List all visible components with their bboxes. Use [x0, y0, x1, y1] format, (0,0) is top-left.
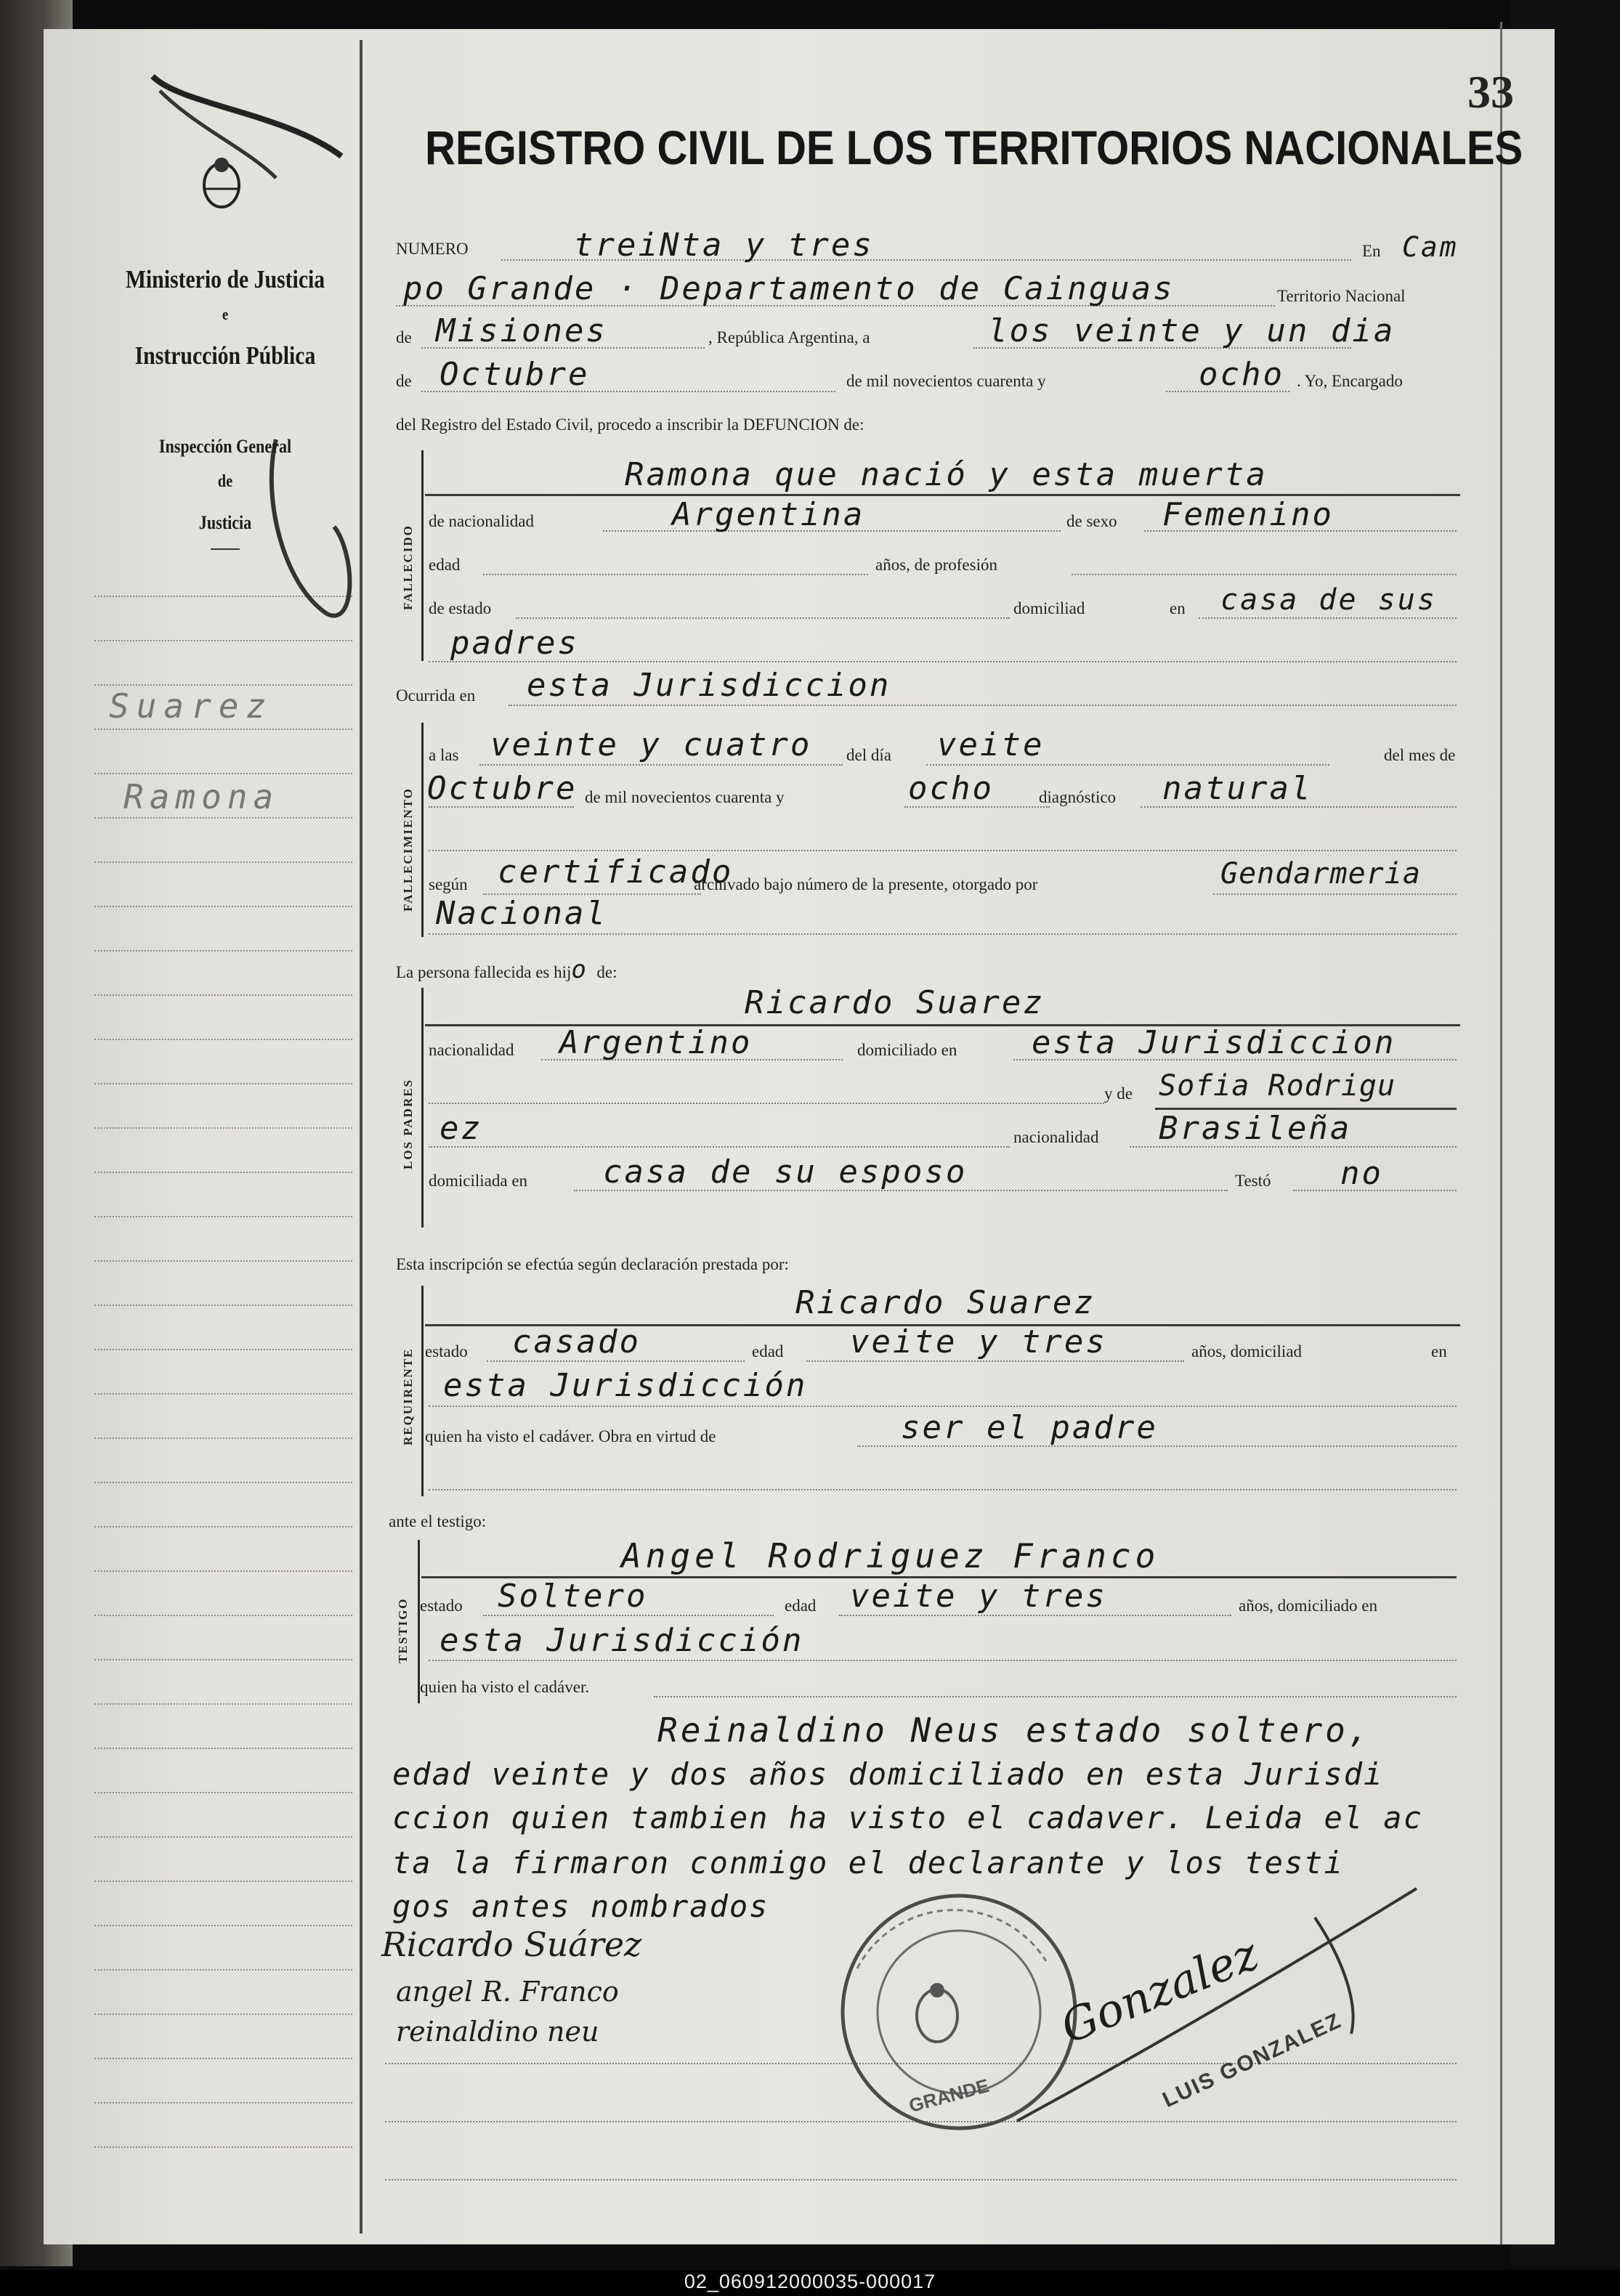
requirente-domicile: esta Jurisdicción [443, 1367, 808, 1404]
encargado-label: . Yo, Encargado [1297, 372, 1403, 390]
certificado-value: certificado [498, 853, 734, 891]
fallecido-estado-line [516, 617, 1010, 619]
fallecimiento-year: ocho [908, 770, 994, 807]
fallecido-name: Ramona que nació y esta muerta [625, 456, 1268, 493]
ministry-underline [211, 548, 240, 550]
testigo-edad-line [839, 1615, 1231, 1616]
coat-of-arms-icon [193, 149, 251, 214]
margin-ruled-line [94, 1216, 352, 1217]
page-number: 33 [1467, 66, 1514, 118]
requirente-estado: casado [512, 1323, 641, 1360]
margin-ruled-line [94, 994, 352, 996]
margin-surname: Suarez [109, 686, 274, 726]
margin-ruled-line [94, 1703, 352, 1705]
otorgado-line2 [429, 933, 1457, 935]
otorgado-part1: Gendarmeria [1220, 857, 1421, 891]
place-part1: Cam [1402, 231, 1459, 263]
inspection-de: de [217, 472, 233, 491]
margin-ruled-line [94, 1260, 352, 1262]
ministry-line2: Instrucción Pública [134, 341, 316, 370]
father-domiciliado-label: domiciliado en [857, 1041, 957, 1059]
de-label: de [396, 328, 412, 346]
margin-ruled-line [94, 1172, 352, 1173]
mother-nationality-label: nacionalidad [1013, 1128, 1099, 1146]
hora-value: veinte y cuatro [490, 726, 812, 763]
margin-ruled-line [94, 1969, 352, 1971]
diagnostico-label: diagnóstico [1039, 788, 1117, 806]
dia-label: del día [846, 746, 891, 764]
testigo-domiciliado-label: años, domiciliado en [1239, 1597, 1377, 1615]
margin-ruled-line [94, 1437, 352, 1439]
margin-ruled-line [94, 1305, 352, 1306]
margin-ruled-line [94, 1083, 352, 1084]
requirente-en-label: en [1431, 1342, 1447, 1360]
requirente-bracket [421, 1286, 424, 1496]
note-line-1: Reinaldino Neus estado soltero, [657, 1711, 1372, 1750]
dia-line [926, 764, 1329, 766]
numero-label: NUMERO [396, 240, 469, 258]
mother-domiciliada-label: domiciliada en [429, 1172, 528, 1190]
fallecido-edad-label: edad [429, 556, 461, 574]
margin-ruled-line [94, 950, 352, 952]
fallecido-domicilio-part1: casa de sus [1220, 583, 1437, 617]
fallecido-domicilio-line [1199, 617, 1457, 619]
fallecimiento-year-label: de mil novecientos cuarenta y [585, 788, 785, 806]
testigo-estado-label: estado [420, 1597, 463, 1615]
margin-ruled-line [94, 1659, 352, 1660]
note-line-4: ta la firmaron conmigo el declarante y los testi [392, 1845, 1344, 1881]
ocurrida-label: Ocurrida en [396, 686, 476, 705]
margin-given-name: Ramona [123, 777, 280, 816]
inspection-line3: Justicia [198, 512, 252, 533]
hora-line [479, 764, 843, 766]
note-line-2: edad veinte y dos años domiciliado en esta Jurisdi [392, 1756, 1384, 1792]
father-domicile: esta Jurisdiccion [1032, 1024, 1396, 1061]
hijo-suffix: o [571, 955, 588, 984]
stamp-name: LUIS GONZALEZ [1159, 2008, 1345, 2113]
requirente-estado-label: estado [425, 1342, 468, 1360]
signature-3: reinaldino neu [396, 2016, 599, 2048]
de-label2: de [396, 372, 412, 390]
margin-ruled-line [94, 1748, 352, 1749]
stamp-place: GRANDE [906, 2074, 992, 2117]
testigo-quien-line [654, 1696, 1457, 1697]
margin-ruled-line [94, 773, 352, 774]
year-value: ocho [1199, 356, 1284, 393]
requirente-blank-line [429, 1489, 1457, 1490]
margin-ruled-line [94, 1526, 352, 1528]
ocurrida-line [509, 705, 1457, 706]
fallecimiento-section-label: FALLECIMIENTO [401, 787, 415, 912]
mother-name-line2 [429, 1146, 1010, 1148]
margin-ruled-line [94, 1925, 352, 1926]
testigo-quien-label: quien ha visto el cadáver. [420, 1678, 590, 1696]
margin-ruled-line [94, 1349, 352, 1350]
testigo-domicile: esta Jurisdicción [440, 1622, 804, 1659]
mother-domicile: casa de su esposo [603, 1153, 968, 1190]
margin-ruled-line [94, 1792, 352, 1793]
right-border [1500, 22, 1502, 2244]
fallecido-profesion-label: años, de profesión [875, 556, 997, 574]
fallecido-profesion-line [1072, 574, 1457, 575]
inspection-line1: Inspección General [158, 436, 292, 457]
mother-part2: ez [440, 1110, 482, 1147]
fallecido-domicilio-part2: padres [450, 625, 579, 662]
day-value: los veinte y un dia [988, 312, 1396, 349]
official-signature: Gonzalez [1053, 1927, 1266, 2054]
page-title: REGISTRO CIVIL DE LOS TERRITORIOS NACIONALES [425, 121, 1523, 174]
testigo-edad-label: edad [785, 1597, 817, 1615]
margin-ruled-line [94, 1393, 352, 1395]
padres-bracket [421, 988, 424, 1228]
note-line-5: gos antes nombrados [392, 1889, 769, 1924]
margin-ruled-line [94, 1482, 352, 1483]
territory-value: Misiones [436, 312, 607, 349]
signature-2: angel R. Franco [396, 1976, 619, 2008]
requirente-domicile-line [429, 1405, 1457, 1407]
margin-ruled-line [94, 861, 352, 863]
fallecimiento-bracket [421, 723, 424, 937]
hijo-label-de: de: [596, 963, 617, 981]
requirente-quien-label: quien ha visto el cadáver. Obra en virtud de [425, 1427, 716, 1445]
testigo-edad: veite y tres [850, 1578, 1107, 1615]
fallecido-domicilio-line2 [429, 661, 1457, 662]
requirente-section-label: REQUIRENTE [401, 1347, 415, 1445]
testigo-domicile-line [429, 1660, 1457, 1661]
month-value: Octubre [440, 356, 590, 393]
requirente-name: Ricardo Suarez [795, 1284, 1095, 1321]
fallecido-estado-label: de estado [429, 599, 492, 617]
diagnostico-value: natural [1162, 770, 1313, 807]
fallecido-en-label: en [1170, 599, 1186, 617]
margin-ruled-line [94, 2146, 352, 2148]
requirente-edad-line [806, 1360, 1184, 1362]
hijo-label-prefix: La persona fallecida es hij [396, 963, 572, 981]
note-line-3: ccion quien tambien ha visto el cadaver. Leida el ac [392, 1800, 1423, 1835]
margin-ruled-line [94, 906, 352, 907]
padres-section-label: LOS PADRES [401, 1078, 415, 1169]
dia-value: veite [937, 726, 1045, 763]
footer-id: 02_060912000035-000017 [684, 2271, 936, 2292]
testo-value: no [1340, 1155, 1383, 1192]
margin-ruled-line [94, 1881, 352, 1882]
margin-ruled-line [94, 1615, 352, 1616]
ministry-line1: Ministerio de Justicia [125, 265, 325, 293]
margin-ruled-line [94, 684, 352, 686]
mother-nationality: Brasileña [1159, 1110, 1352, 1147]
mother-part1: Sofia Rodrigu [1159, 1069, 1396, 1103]
testigo-intro: ante el testigo: [389, 1512, 487, 1530]
signature-1: Ricardo Suárez [381, 1925, 642, 1964]
territorio-label: Territorio Nacional [1277, 287, 1406, 305]
requirente-domiciliad-label: años, domiciliad [1191, 1342, 1303, 1360]
testigo-name: Angel Rodriguez Franco [621, 1536, 1160, 1575]
otorgado-part2: Nacional [436, 895, 607, 932]
margin-ruled-line [94, 2102, 352, 2104]
fallecimiento-blank-line [429, 850, 1457, 851]
margin-ruled-line [94, 1570, 352, 1572]
fallecido-edad-line [483, 574, 868, 575]
testigo-estado-line [483, 1615, 774, 1616]
year-label: de mil novecientos cuarenta y [846, 372, 1046, 390]
testo-label: Testó [1235, 1172, 1271, 1190]
margin-ruled-line [94, 817, 352, 819]
republica-label: , República Argentina, a [708, 328, 870, 346]
fallecido-nacionalidad: Argentina [672, 496, 865, 533]
father-nationality: Argentino [559, 1024, 753, 1061]
segun-label: según [429, 875, 468, 893]
intro-text: del Registro del Estado Civil, procedo a inscribir la DEFUNCION de: [396, 415, 864, 434]
fallecido-bracket [421, 450, 424, 661]
testigo-section-label: TESTIGO [396, 1597, 410, 1663]
en-label: En [1362, 242, 1381, 260]
fallecido-section-label: FALLECIDO [401, 524, 415, 610]
blank-line-c [385, 2179, 1457, 2181]
margin-ruled-line [94, 1039, 352, 1040]
requirente-edad-label: edad [752, 1342, 784, 1360]
padres-blank-line [429, 1103, 1104, 1104]
father-name: Ricardo Suarez [745, 984, 1045, 1021]
hora-label: a las [429, 746, 459, 764]
margin-ruled-line [94, 1127, 352, 1129]
margin-ruled-line [94, 2058, 352, 2059]
mes-value: Octubre [427, 770, 578, 807]
fallecido-sexo-label: de sexo [1066, 512, 1117, 530]
margin-ruled-line [94, 1836, 352, 1838]
requirente-estado-line [487, 1360, 745, 1362]
margin-ruled-line [94, 2013, 352, 2015]
requirente-edad: veite y tres [850, 1323, 1107, 1360]
ocurrida-value: esta Jurisdiccion [527, 667, 891, 704]
fallecido-sexo: Femenino [1162, 496, 1334, 533]
yde-label: y de [1104, 1084, 1133, 1103]
otorgado-line [1213, 893, 1457, 895]
margin-ruled-line [94, 729, 352, 730]
ministry-e: e [222, 305, 229, 323]
testigo-estado: Soltero [498, 1578, 648, 1615]
archivado-label: archivado bajo número de la presente, otorgado por [694, 875, 1038, 893]
numero-value: treiNta y tres [574, 227, 874, 264]
fallecido-nacionalidad-label: de nacionalidad [429, 512, 534, 530]
place-part2: po Grande · Departamento de Cainguas [403, 270, 1175, 307]
declaracion-label: Esta inscripción se efectúa según declaración prestada por: [396, 1255, 789, 1273]
mes-label: del mes de [1384, 746, 1456, 764]
fallecido-domiciliado-label: domiciliad [1013, 599, 1085, 617]
requirente-virtud: ser el padre [901, 1409, 1158, 1446]
father-nationality-label: nacionalidad [429, 1041, 514, 1059]
hijo-label [396, 955, 617, 984]
